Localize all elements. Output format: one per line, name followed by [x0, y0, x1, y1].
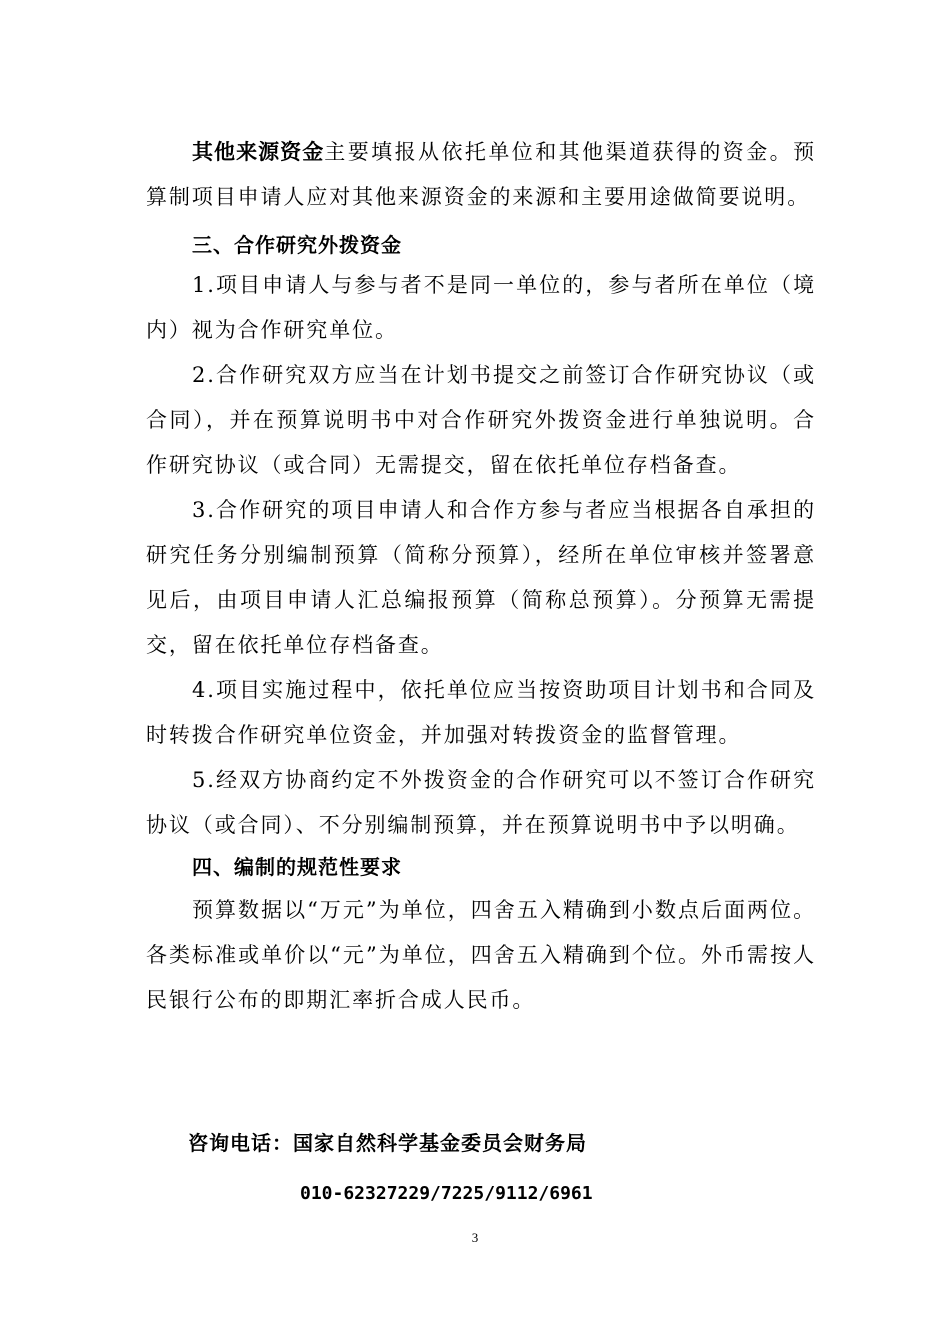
section-3-item-3: 3.合作研究的项目申请人和合作方参与者应当根据各自承担的研究任务分别编制预算（简称分预算），经所在单位审核并签署意见后，由项目申请人汇总编报预算（简称总预算）。分预算无需提交，留在依托单位存档备查。: [146, 498, 816, 657]
section-3-item-2: 2.合作研究双方应当在计划书提交之前签订合作研究协议（或合同），并在预算说明书中对合作研究外拨资金进行单独说明。合作研究协议（或合同）无需提交，留在依托单位存档备查。: [146, 363, 816, 477]
intro-paragraph: [146, 130, 816, 220]
section-3-item-4: 4.项目实施过程中，依托单位应当按资助项目计划书和合同及时转拨合作研究单位资金，并加强对转拨资金的监督管理。: [146, 678, 816, 747]
section-4-heading: 四、编制的规范性要求: [192, 855, 402, 879]
intro-lead-term: 其他来源资金: [192, 140, 325, 164]
section-3-heading: 三、合作研究外拨资金: [192, 233, 402, 257]
contact-phone: 010-62327229/7225/9112/6961: [300, 1183, 593, 1204]
page-number: 3: [471, 1230, 479, 1245]
section-3-item-1: 1.项目申请人与参与者不是同一单位的，参与者所在单位（境内）视为合作研究单位。: [146, 273, 816, 342]
section-4-paragraph: 预算数据以“万元”为单位，四舍五入精确到小数点后面两位。各类标准或单价以“元”为单位，四舍五入精确到个位。外币需按人民银行公布的即期汇率折合成人民币。: [146, 898, 816, 1012]
intro-paragraph-text: 主要填报从依托单位和其他渠道获得的资金。预算制项目申请人应对其他来源资金的来源和主要用途做简要说明。: [146, 140, 817, 209]
section-3-item-5: 5.经双方协商约定不外拨资金的合作研究可以不签订合作研究协议（或合同）、不分别编制预算，并在预算说明书中予以明确。: [146, 768, 816, 837]
contact-label: 咨询电话：国家自然科学基金委员会财务局: [188, 1131, 587, 1155]
